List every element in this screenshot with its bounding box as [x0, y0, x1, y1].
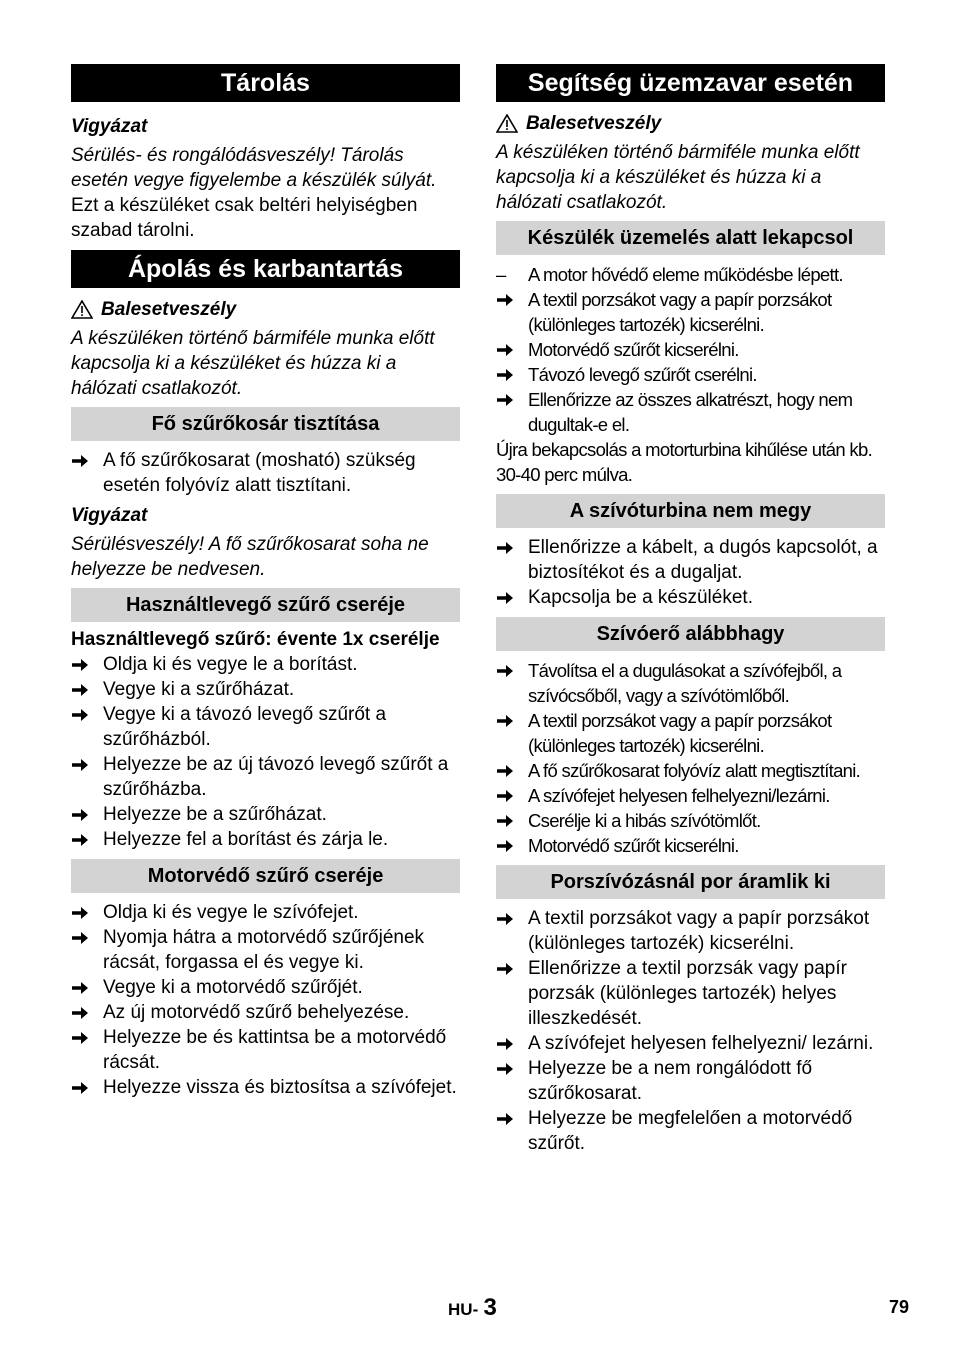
bullet — [496, 387, 528, 437]
list-item — [71, 448, 460, 498]
bullet — [71, 677, 103, 702]
help-danger — [496, 111, 885, 136]
list-item-text: Vegye ki a szűrőházat. — [103, 679, 295, 700]
main-filter-caution-text: Sérülésveszély! A fő szűrőkosarat soha ne helyezze be nedvesen. — [71, 534, 429, 580]
list-item-text: Helyezze be és kattintsa be a motorvédő rácsát. — [103, 1027, 447, 1073]
list-item — [71, 900, 460, 925]
list-item-text: A textil porzsákot vagy a papír porzsákot (különleges tartozék) kicserélni. — [528, 710, 832, 756]
suction-heading: Szívóerő alábbhagy — [496, 617, 885, 651]
motor-filter-list — [71, 900, 460, 1100]
arrow-right-icon — [71, 906, 89, 920]
arrow-right-icon — [71, 708, 89, 722]
footer-sep: - — [472, 1300, 479, 1319]
bullet — [71, 752, 103, 802]
dust-list — [496, 906, 885, 1156]
arrow-right-icon — [496, 764, 514, 778]
arrow-right-icon — [496, 1062, 514, 1076]
list-item-text: Ellenőrizze az összes alkatrészt, hogy nem dugultak-e el. — [528, 389, 853, 435]
right-column — [496, 64, 885, 1156]
bullet — [71, 702, 103, 752]
bullet — [496, 808, 528, 833]
main-filter-list — [71, 448, 460, 498]
care-danger — [71, 297, 460, 322]
list-item-text: Helyezze be a nem rongálódott fő szűrőkosarat. — [528, 1058, 813, 1104]
list-item-text: A textil porzsákot vagy a papír porzsákot (különleges tartozék) kicserélni. — [528, 908, 870, 954]
arrow-right-icon — [496, 1112, 514, 1126]
storage-note: Ezt a készüléket csak beltéri helyiségben szabad tárolni. — [71, 195, 418, 241]
bullet — [71, 975, 103, 1000]
bullet — [496, 585, 528, 610]
arrow-right-icon — [71, 1081, 89, 1095]
arrow-right-icon — [496, 1037, 514, 1051]
arrow-right-icon — [71, 454, 89, 468]
list-item-text: A motor hővédő eleme működésbe lépett. — [528, 264, 843, 285]
arrow-right-icon — [496, 293, 514, 307]
bullet — [496, 1056, 528, 1106]
bullet — [71, 448, 103, 498]
list-item-text: Vegye ki a távozó levegő szűrőt a szűrőházból. — [103, 704, 387, 750]
bullet — [496, 833, 528, 858]
dust-heading: Porszívózásnál por áramlik ki — [496, 865, 885, 899]
list-item — [496, 808, 885, 833]
turbine-list — [496, 535, 885, 610]
bullet — [71, 1000, 103, 1025]
list-item-text: Helyezze vissza és biztosítsa a szívófejet. — [103, 1077, 457, 1098]
list-item — [496, 287, 885, 337]
list-item-text: A szívófejet helyesen felhelyezni/lezárni. — [528, 785, 830, 806]
bullet — [496, 956, 528, 1031]
arrow-right-icon — [496, 962, 514, 976]
main-filter-caution-label: Vigyázat — [71, 505, 148, 526]
list-item-text: Motorvédő szűrőt kicserélni. — [528, 835, 739, 856]
suction-list — [496, 658, 885, 858]
arrow-right-icon — [496, 714, 514, 728]
list-item — [71, 1000, 460, 1025]
warning-triangle-icon — [496, 114, 518, 133]
list-item — [71, 802, 460, 827]
bullet — [496, 287, 528, 337]
main-filter-heading: Fő szűrőkosár tisztítása — [71, 407, 460, 441]
list-item — [71, 827, 460, 852]
bullet — [496, 337, 528, 362]
arrow-right-icon — [496, 343, 514, 357]
bullet — [496, 1031, 528, 1056]
bullet — [71, 652, 103, 677]
list-item — [496, 1031, 885, 1056]
arrow-right-icon — [496, 839, 514, 853]
arrow-right-icon — [71, 1031, 89, 1045]
bullet — [496, 658, 528, 708]
list-item-text: A fő szűrőkosarat (mosható) szükség esetén folyóvíz alatt tisztítani. — [103, 450, 416, 496]
arrow-right-icon — [496, 393, 514, 407]
care-danger-label: Balesetveszély — [101, 299, 237, 320]
bullet — [496, 535, 528, 585]
list-item — [71, 677, 460, 702]
arrow-right-icon — [496, 912, 514, 926]
help-heading: Segítség üzemzavar esetén — [496, 64, 885, 102]
footer-lang: HU — [448, 1300, 473, 1319]
storage-caution-label: Vigyázat — [71, 116, 148, 137]
arrow-right-icon — [71, 658, 89, 672]
arrow-right-icon — [71, 683, 89, 697]
list-item — [496, 387, 885, 437]
list-item-text: A szívófejet helyesen felhelyezni/ lezárni. — [528, 1033, 874, 1054]
list-item — [496, 535, 885, 585]
shutdown-note: Újra bekapcsolás a motorturbina kihűlése után kb. 30-40 perc múlva. — [496, 439, 873, 485]
list-item — [71, 652, 460, 677]
help-danger-label: Balesetveszély — [526, 113, 662, 134]
arrow-right-icon — [71, 758, 89, 772]
list-item-text: Motorvédő szűrőt kicserélni. — [528, 339, 739, 360]
list-item — [496, 658, 885, 708]
list-item — [496, 906, 885, 956]
arrow-right-icon — [496, 664, 514, 678]
list-item — [71, 1075, 460, 1100]
bullet — [496, 906, 528, 956]
list-item — [71, 925, 460, 975]
list-item-text: Nyomja hátra a motorvédő szűrőjének rácsát, forgassa el és vegye ki. — [103, 927, 425, 973]
exhaust-filter-list — [71, 652, 460, 852]
list-item — [496, 585, 885, 610]
list-item — [496, 337, 885, 362]
page-number: 79 — [889, 1297, 910, 1317]
care-danger-text: A készüléken történő bármiféle munka előtt kapcsolja ki a készüléket és húzza ki a hálózati csatlakozót. — [71, 328, 435, 399]
arrow-right-icon — [71, 833, 89, 847]
left-column — [71, 64, 460, 1100]
list-item — [71, 975, 460, 1000]
bullet — [71, 900, 103, 925]
bullet — [71, 1075, 103, 1100]
turbine-heading: A szívóturbina nem megy — [496, 494, 885, 528]
list-item — [71, 702, 460, 752]
list-item — [496, 956, 885, 1031]
storage-caution-text: Sérülés- és rongálódásveszély! Tárolás esetén vegye figyelembe a készülék súlyát. — [71, 145, 437, 191]
bullet — [496, 362, 528, 387]
bullet — [496, 1106, 528, 1156]
footer-section-number: 3 — [483, 1294, 497, 1321]
exhaust-filter-heading: Használtlevegő szűrő cseréje — [71, 588, 460, 622]
list-item — [71, 752, 460, 802]
list-item — [496, 1056, 885, 1106]
list-item — [496, 362, 885, 387]
arrow-right-icon — [71, 931, 89, 945]
bullet — [496, 783, 528, 808]
list-item-text: Helyezze be a szűrőházat. — [103, 804, 327, 825]
list-item-text: Oldja ki és vegye le szívófejet. — [103, 902, 359, 923]
list-item — [496, 1106, 885, 1156]
list-item-text: Helyezze be az új távozó levegő szűrőt a szűrőházba. — [103, 754, 449, 800]
arrow-right-icon — [71, 1006, 89, 1020]
list-item-text: Távozó levegő szűrőt cserélni. — [528, 364, 757, 385]
list-item-text: Kapcsolja be a készüléket. — [528, 587, 753, 608]
arrow-right-icon — [496, 368, 514, 382]
list-item-text: Ellenőrizze a kábelt, a dugós kapcsolót, a biztosítékot és a dugaljat. — [528, 537, 878, 583]
arrow-right-icon — [71, 981, 89, 995]
arrow-right-icon — [496, 789, 514, 803]
bullet — [496, 708, 528, 758]
dash-bullet: – — [496, 264, 506, 285]
list-item-text: A textil porzsákot vagy a papír porzsákot (különleges tartozék) kicserélni. — [528, 289, 832, 335]
bullet — [71, 827, 103, 852]
list-item-text: Helyezze fel a borítást és zárja le. — [103, 829, 389, 850]
list-item — [496, 758, 885, 783]
list-item-text: Oldja ki és vegye le a borítást. — [103, 654, 358, 675]
list-item-text: Ellenőrizze a textil porzsák vagy papír porzsák (különleges tartozék) helyes illeszkedését. — [528, 958, 847, 1029]
bullet — [71, 1025, 103, 1075]
list-item — [71, 1025, 460, 1075]
motor-filter-heading: Motorvédő szűrő cseréje — [71, 859, 460, 893]
list-item-text: Helyezze be megfelelően a motorvédő szűrőt. — [528, 1108, 853, 1154]
list-item-text: A fő szűrőkosarat folyóvíz alatt megtisztítani. — [528, 760, 861, 781]
bullet — [496, 758, 528, 783]
care-heading: Ápolás és karbantartás — [71, 250, 460, 288]
arrow-right-icon — [496, 541, 514, 555]
list-item — [496, 262, 885, 287]
arrow-right-icon — [71, 808, 89, 822]
list-item-text: Az új motorvédő szűrő behelyezése. — [103, 1002, 410, 1023]
warning-triangle-icon — [71, 300, 93, 319]
arrow-right-icon — [496, 814, 514, 828]
list-item-text: Távolítsa el a dugulásokat a szívófejből, a szívócsőből, vagy a szívótömlőből. — [528, 660, 842, 706]
shutdown-list — [496, 262, 885, 287]
list-item-text: Vegye ki a motorvédő szűrőjét. — [103, 977, 363, 998]
shutdown-heading: Készülék üzemelés alatt lekapcsol — [496, 221, 885, 255]
list-item — [496, 708, 885, 758]
bullet — [71, 802, 103, 827]
storage-heading: Tárolás — [71, 64, 460, 102]
arrow-right-icon — [496, 591, 514, 605]
footer-section — [448, 1295, 497, 1322]
exhaust-filter-subtitle: Használtlevegő szűrő: évente 1x cserélje — [71, 629, 440, 650]
list-item-text: Cserélje ki a hibás szívótömlőt. — [528, 810, 761, 831]
help-danger-text: A készüléken történő bármiféle munka előtt kapcsolja ki a készüléket és húzza ki a hálózati csatlakozót. — [496, 142, 860, 213]
shutdown-arrow-list — [496, 287, 885, 437]
list-item — [496, 783, 885, 808]
bullet — [71, 925, 103, 975]
list-item — [496, 833, 885, 858]
